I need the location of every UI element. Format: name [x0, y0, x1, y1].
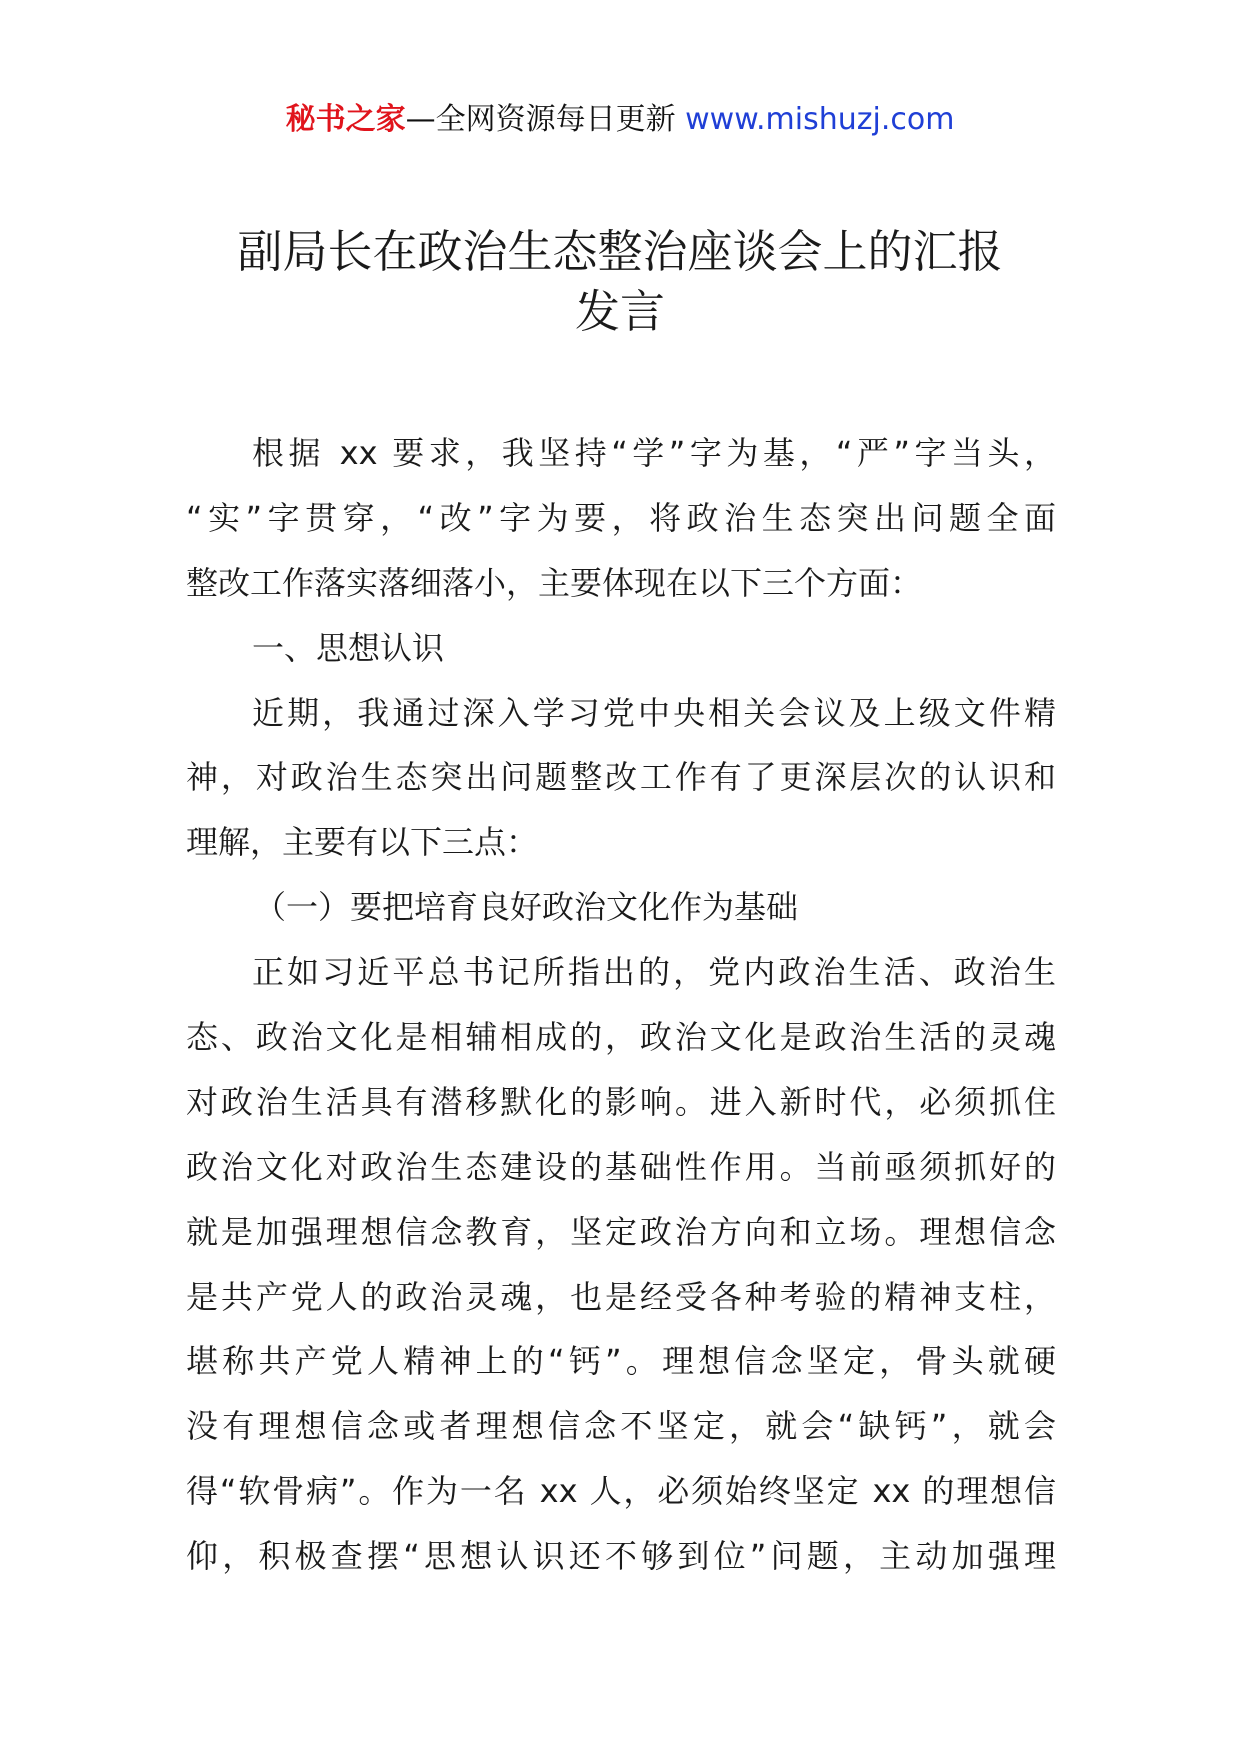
site-banner	[0, 100, 1240, 140]
site-url-link[interactable]: www.mishuzj.com	[685, 102, 955, 137]
document-title	[140, 222, 1100, 342]
paragraph-recent-line-1: 近期，我通过深入学习党中央相关会议及上级文件精	[252, 693, 1056, 732]
paragraph-culture-line-6: 是共产党人的政治灵魂，也是经受各种考验的精神支柱，	[186, 1277, 1056, 1316]
brand-name: 秘书之家	[285, 102, 406, 137]
paragraph-culture-line-5: 就是加强理想信念教育，坚定政治方向和立场。理想信念	[186, 1212, 1056, 1251]
banner-slogan: —全网资源每日更新	[405, 102, 686, 137]
document-title-line-1: 副局长在政治生态整治座谈会上的汇报	[237, 225, 1003, 278]
paragraph-recent-line-3: 理解，主要有以下三点：	[186, 823, 539, 862]
paragraph-culture-line-10: 仰，积极查摆“思想认识还不够到位”问题，主动加强理	[186, 1537, 1056, 1576]
paragraph-recent-line-2: 神，对政治生态突出问题整改工作有了更深层次的认识和	[186, 758, 1056, 797]
paragraph-culture-line-7: 堪称共产党人精神上的“钙”。理想信念坚定，骨头就硬	[186, 1342, 1056, 1381]
document-title-line-2: 发言	[574, 285, 665, 338]
paragraph-culture-line-9: 得“软骨病”。作为一名 xx 人，必须始终坚定 xx 的理想信	[186, 1472, 1056, 1511]
paragraph-culture-line-4: 政治文化对政治生态建设的基础性作用。当前亟须抓好的	[186, 1147, 1056, 1186]
paragraph-intro-line-3: 整改工作落实落细落小，主要体现在以下三个方面：	[186, 563, 923, 602]
paragraph-culture-line-8: 没有理想信念或者理想信念不坚定，就会“缺钙”，就会	[186, 1407, 1056, 1446]
paragraph-culture-line-1: 正如习近平总书记所指出的，党内政治生活、政治生	[252, 953, 1056, 992]
paragraph-culture-line-3: 对政治生活具有潜移默化的影响。进入新时代，必须抓住	[186, 1082, 1056, 1121]
section-heading-1: 一、思想认识	[252, 628, 445, 667]
paragraph-intro-line-2: “实”字贯穿，“改”字为要，将政治生态突出问题全面	[186, 498, 1056, 537]
paragraph-intro-line-1: 根据 xx 要求，我坚持“学”字为基，“严”字当头，	[252, 434, 1056, 472]
document-body	[186, 421, 1056, 1589]
subsection-heading-1: （一）要把培育良好政治文化作为基础	[254, 888, 799, 927]
paragraph-culture-line-2: 态、政治文化是相辅相成的，政治文化是政治生活的灵魂	[186, 1018, 1056, 1057]
